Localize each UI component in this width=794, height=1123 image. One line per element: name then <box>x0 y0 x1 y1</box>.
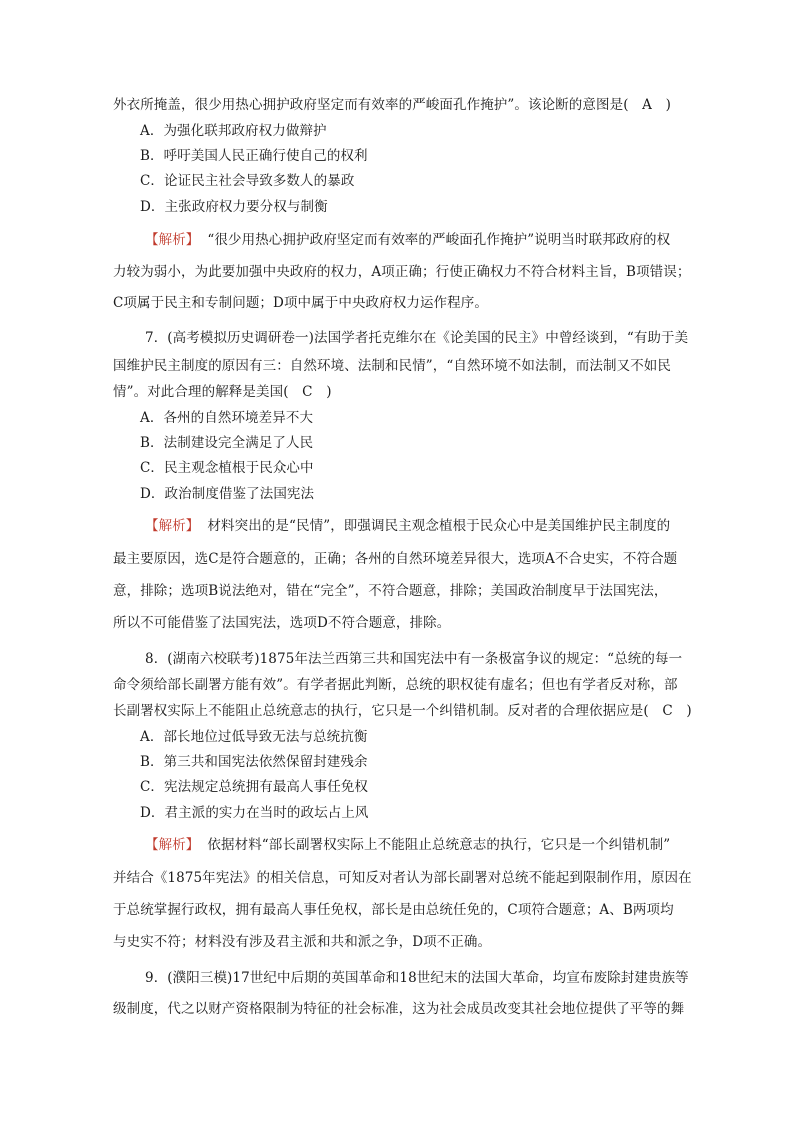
q6-analysis-line-2: 力较为弱小，为此要加强中央政府的权力，A项正确；行使正确权力不符合材料主旨，B项错误； <box>113 264 691 280</box>
q8-option-c: C．宪法规定总统拥有最高人事任免权 <box>140 779 369 795</box>
q9-stem-line-1: 9．(濮阳三模)17世纪中后期的英国革命和18世纪末的法国大革命，均宣布废除封建贵族等 <box>145 970 689 986</box>
q8-analysis-line-3: 于总统掌握行政权，拥有最高人事任免权，部长是由总统任免的，C项符合题意；A、B两项均 <box>113 902 674 918</box>
q7-option-a: A．各州的自然环境差异不大 <box>140 410 314 426</box>
analysis-text: 依据材料“部长副署权实际上不能阻止总统意志的执行，它只是一个纠错机制” <box>207 837 671 853</box>
q8-stem-line-1: 8．(湖南六校联考)1875年法兰西第三共和国宪法中有一条极富争议的规定：“总统的每一 <box>145 651 683 667</box>
q6-option-d: D．主张政府权力要分权与制衡 <box>140 199 328 215</box>
q7-option-b: B．法制建设完全满足了人民 <box>140 435 314 451</box>
analysis-tag: 【解析】 <box>145 837 200 853</box>
q6-option-c: C．论证民主社会导致多数人的暴政 <box>140 173 355 189</box>
q7-analysis-line-3: 意，排除；选项B说法绝对，错在“完全”，不符合题意，排除；美国政治制度早于法国宪法， <box>113 583 668 599</box>
q7-analysis-line-1 <box>145 516 735 536</box>
q6-analysis-line-1 <box>145 230 735 250</box>
q8-analysis-line-2: 并结合《1875年宪法》的相关信息，可知反对者认为部长副署对总统不能起到限制作用，原因在 <box>113 870 692 886</box>
analysis-text: “很少用热心拥护政府坚定而有效率的严峻面孔作掩护”说明当时联邦政府的权 <box>207 232 671 248</box>
q7-stem-line-1: 7．(高考模拟历史调研卷一)法国学者托克维尔在《论美国的民主》中曾经谈到，“有助于美 <box>145 330 689 346</box>
q7-option-c: C．民主观念植根于民众心中 <box>140 460 314 476</box>
q6-stem-continuation: 外衣所掩盖，很少用热心拥护政府坚定而有效率的严峻面孔作掩护”。该论断的意图是( A ) <box>113 97 671 113</box>
q6-option-a: A．为强化联邦政府权力做辩护 <box>140 123 327 139</box>
q8-option-a: A．部长地位过低导致无法与总统抗衡 <box>140 729 368 745</box>
q7-analysis-line-4: 所以不可能借鉴了法国宪法，选项D不符合题意，排除。 <box>113 615 451 631</box>
analysis-text: 材料突出的是“民情”，即强调民主观念植根于民众心中是美国维护民主制度的 <box>207 518 671 534</box>
q6-option-b: B．呼吁美国人民正确行使自己的权利 <box>140 148 368 164</box>
q8-option-b: B．第三共和国宪法依然保留封建残余 <box>140 754 368 770</box>
q7-stem-line-3: 情”。对此合理的解释是美国( C ) <box>113 384 332 400</box>
q7-stem-line-2: 国维护民主制度的原因有三：自然环境、法制和民情”，“自然环境不如法制，而法制又不如民 <box>113 358 672 374</box>
q8-analysis-line-4: 与史实不符；材料没有涉及君主派和共和派之争，D项不正确。 <box>113 934 492 950</box>
q8-stem-line-3: 长副署权实际上不能阻止总统意志的执行，它只是一个纠错机制。反对者的合理依据应是( C ) <box>113 703 692 719</box>
q8-option-d: D．君主派的实力在当时的政坛占上风 <box>140 805 369 821</box>
q9-stem-line-2: 级制度，代之以财产资格限制为特征的社会标准，这为社会成员改变其社会地位提供了平等的舞 <box>113 1001 685 1017</box>
analysis-tag: 【解析】 <box>145 518 200 534</box>
q7-option-d: D．政治制度借鉴了法国宪法 <box>140 486 315 502</box>
q8-analysis-line-1 <box>145 835 735 855</box>
analysis-tag: 【解析】 <box>145 232 200 248</box>
q6-analysis-line-3: C项属于民主和专制问题；D项中属于中央政府权力运作程序。 <box>113 295 488 311</box>
q7-analysis-line-2: 最主要原因，选C是符合题意的，正确；各州的自然环境差异很大，选项A不合史实，不符合题 <box>113 551 678 567</box>
q8-stem-line-2: 命令须给部长副署方能有效”。有学者据此判断，总统的职权徒有虚名；但也有学者反对称，部 <box>113 677 678 693</box>
